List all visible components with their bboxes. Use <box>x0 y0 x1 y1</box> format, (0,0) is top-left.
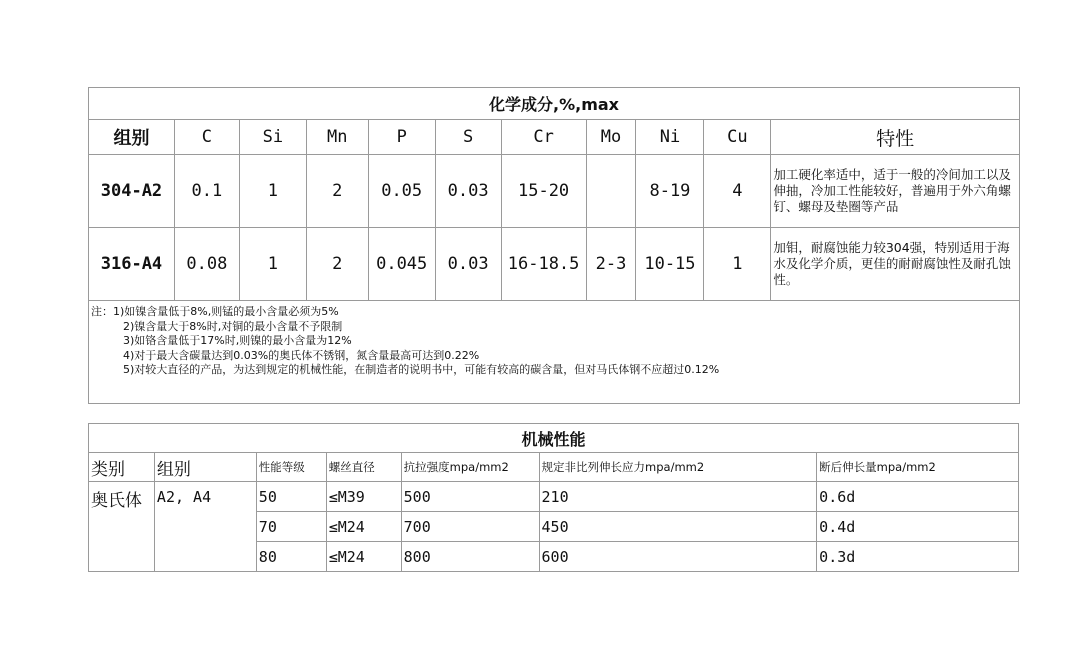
cell-s: 0.03 <box>435 155 501 228</box>
cell-property: 加钼，耐腐蚀能力较304强，特别适用于海水及化学介质，更佳的耐耐腐蚀性及耐孔蚀性。 <box>771 228 1020 301</box>
table-row <box>89 482 1019 512</box>
note-line: 5)对较大直径的产品，为达到规定的机械性能，在制造者的说明书中，可能有较高的碳含量，但对马氏体钢不应超过0.12% <box>123 363 720 376</box>
chemical-table-title: 化学成分,%,max <box>89 88 1020 120</box>
mechanical-properties-table <box>88 423 1019 572</box>
note-line: 4)对于最大含碳量达到0.03%的奥氏体不锈钢，氮含量最高可达到0.22% <box>123 348 480 362</box>
note-line: 3)如铬含量低于17%时,则镍的最小含量为12% <box>123 334 352 347</box>
cell-c: 0.1 <box>174 155 239 228</box>
cell-grade: 70 <box>256 512 326 542</box>
cell-elongation: 0.6d <box>817 482 1019 512</box>
cell-tensile: 500 <box>401 482 539 512</box>
header-elongation: 断后伸长量mpa/mm2 <box>817 453 1019 482</box>
cell-p: 0.05 <box>368 155 435 228</box>
cell-cr: 16-18.5 <box>501 228 586 301</box>
cell-yield: 600 <box>539 542 817 572</box>
row-grade: 304-A2 <box>89 155 175 228</box>
cell-property: 加工硬化率适中，适于一般的冷间加工以及伸抽，冷加工性能较好，普遍用于外六角螺钉、螺母及垫圈等产品 <box>771 155 1020 228</box>
header-s: S <box>435 120 501 155</box>
note-line: 2)镍含量大于8%时,对铜的最小含量不予限制 <box>123 319 343 333</box>
cell-elongation: 0.3d <box>817 542 1019 572</box>
cell-ni: 10-15 <box>636 228 704 301</box>
cell-p: 0.045 <box>368 228 435 301</box>
header-cr: Cr <box>501 120 586 155</box>
cell-elongation: 0.4d <box>817 512 1019 542</box>
header-group: 组别 <box>154 453 256 482</box>
cell-tensile: 800 <box>401 542 539 572</box>
header-mn: Mn <box>306 120 368 155</box>
cell-cr: 15-20 <box>501 155 586 228</box>
cell-cu: 4 <box>704 155 771 228</box>
mechanical-header-row <box>89 453 1019 482</box>
header-cu: Cu <box>704 120 771 155</box>
cell-category: 奥氏体 <box>89 482 155 572</box>
cell-diameter: ≤M24 <box>326 542 401 572</box>
cell-mn: 2 <box>306 228 368 301</box>
chemical-composition-table <box>88 87 1020 404</box>
mechanical-table-title: 机械性能 <box>89 424 1019 453</box>
cell-c: 0.08 <box>174 228 239 301</box>
cell-si: 1 <box>239 228 306 301</box>
row-grade: 316-A4 <box>89 228 175 301</box>
table-row <box>89 155 1020 228</box>
notes-section <box>89 301 1020 404</box>
cell-yield: 450 <box>539 512 817 542</box>
header-property: 特性 <box>771 120 1020 155</box>
header-tensile: 抗拉强度mpa/mm2 <box>401 453 539 482</box>
header-diameter: 螺丝直径 <box>326 453 401 482</box>
cell-tensile: 700 <box>401 512 539 542</box>
cell-grade: 80 <box>256 542 326 572</box>
header-group: 组别 <box>89 120 175 155</box>
cell-yield: 210 <box>539 482 817 512</box>
cell-mo: 2-3 <box>586 228 636 301</box>
cell-group: A2, A4 <box>154 482 256 572</box>
header-yield: 规定非比列伸长应力mpa/mm2 <box>539 453 817 482</box>
header-category: 类别 <box>89 453 155 482</box>
notes-prefix: 注： <box>91 305 113 318</box>
cell-diameter: ≤M24 <box>326 512 401 542</box>
header-ni: Ni <box>636 120 704 155</box>
cell-cu: 1 <box>704 228 771 301</box>
cell-s: 0.03 <box>435 228 501 301</box>
header-mo: Mo <box>586 120 636 155</box>
note-text: 1)如镍含量低于8%,则锰的最小含量必须为5% <box>113 305 339 318</box>
cell-diameter: ≤M39 <box>326 482 401 512</box>
cell-mn: 2 <box>306 155 368 228</box>
chemical-header-row <box>89 120 1020 155</box>
cell-si: 1 <box>239 155 306 228</box>
note-line <box>91 305 1017 320</box>
header-si: Si <box>239 120 306 155</box>
header-grade: 性能等级 <box>256 453 326 482</box>
table-row <box>89 228 1020 301</box>
header-c: C <box>174 120 239 155</box>
cell-mo <box>586 155 636 228</box>
cell-ni: 8-19 <box>636 155 704 228</box>
header-p: P <box>368 120 435 155</box>
cell-grade: 50 <box>256 482 326 512</box>
